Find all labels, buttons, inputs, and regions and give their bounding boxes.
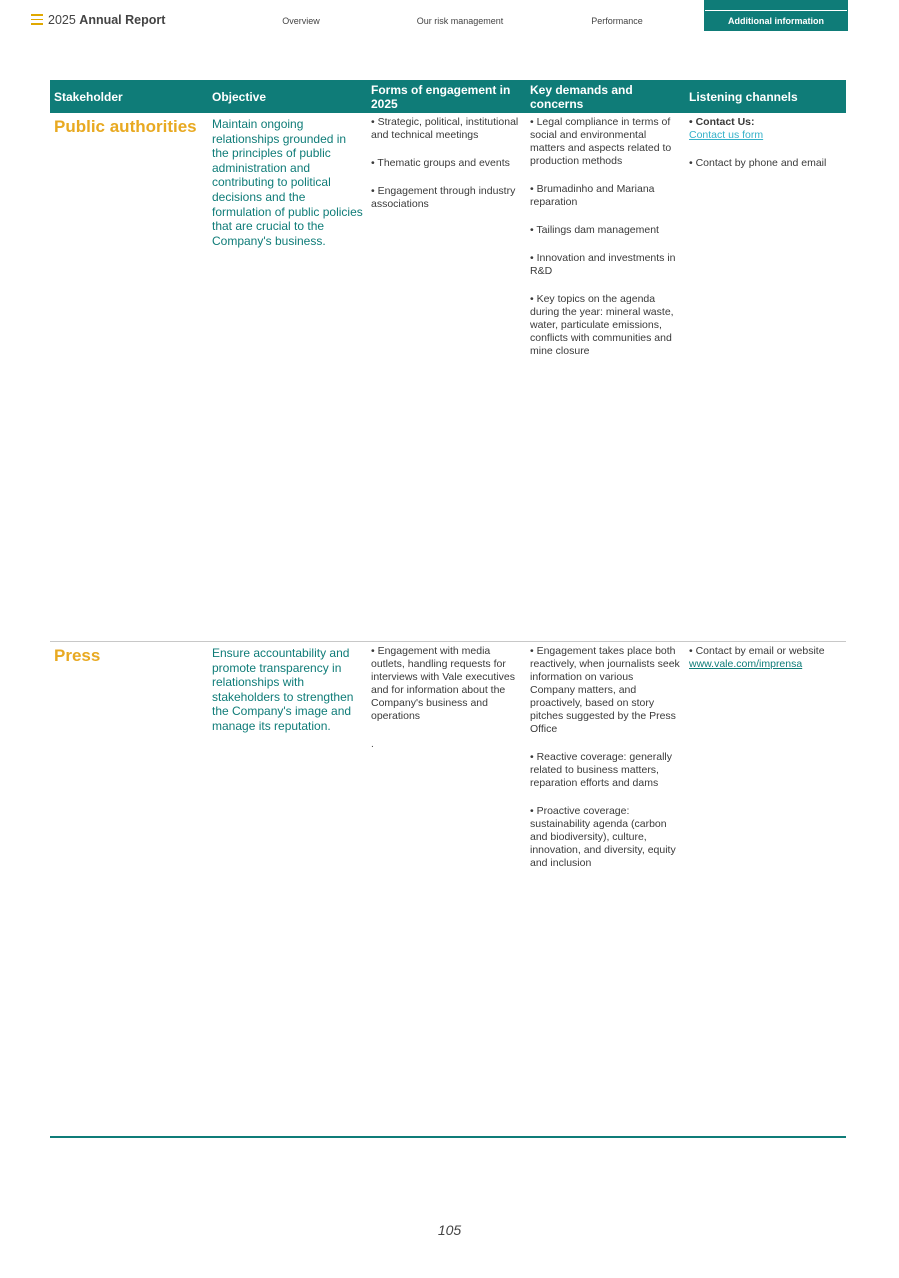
objective-text: Ensure accountability and promote transparency in relationships with stakeholders to strengthen the Company's image and manage its reputation.: [212, 646, 354, 733]
menu-icon[interactable]: [31, 14, 43, 25]
list-item: • Contact by email or website: [689, 645, 825, 657]
table-row: [50, 642, 846, 1138]
stakeholder-name: Public authorities: [54, 117, 197, 136]
nav-risk-management[interactable]: Our risk management: [416, 15, 504, 26]
header-demands: Key demands and concerns: [530, 82, 633, 111]
table-header: [50, 80, 846, 113]
list-item: • Tailings dam management: [530, 224, 659, 236]
list-item: • Innovation and investments in R&D: [530, 252, 676, 277]
list-item: • Proactive coverage: sustainability agenda (carbon and biodiversity), culture, innovation, and diversity, equity and inclusion: [530, 805, 676, 869]
contact-label: • Contact Us:: [689, 116, 755, 128]
list-item: • Contact by phone and email: [689, 157, 827, 169]
header-objective: Objective: [212, 89, 267, 104]
top-navigation: [0, 0, 899, 40]
nav-additional-information[interactable]: Additional information: [704, 0, 848, 31]
stakeholder-table: [50, 80, 846, 1138]
channels-list: [685, 113, 846, 641]
report-title: [48, 13, 165, 27]
engagement-list: [367, 642, 526, 1136]
list-item: • Thematic groups and events: [371, 157, 510, 169]
table-row: [50, 113, 846, 642]
demands-list: [526, 642, 685, 1136]
objective-text: Maintain ongoing relationships grounded in the principles of public administration and contributing to political decisions and the formulation of public policies that are crucial to the Company's business.: [212, 117, 363, 248]
report-year: 2025: [48, 13, 76, 27]
report-name: Annual Report: [79, 13, 166, 27]
list-item: • Key topics on the agenda during the year: mineral waste, water, particulate emissions, conflicts with communities and mine closure: [530, 293, 674, 357]
list-item: • Engagement takes place both reactively, when journalists seek information on various Company matters, and proactively, based on story pitches suggested by the Press Office: [530, 645, 680, 735]
engagement-list: [367, 113, 526, 641]
contact-form-link[interactable]: Contact us form: [689, 129, 764, 141]
press-website-link[interactable]: www.vale.com/imprensa: [689, 658, 803, 670]
stray-dot: .: [371, 739, 374, 750]
list-item: • Engagement through industry associations: [371, 185, 516, 210]
channels-list: [685, 642, 846, 1136]
list-item: • Brumadinho and Mariana reparation: [530, 183, 655, 208]
list-item: • Engagement with media outlets, handling requests for interviews with Vale executives and for information about the Company's business and operations: [371, 645, 515, 722]
header-engagement: Forms of engagement in 2025: [371, 82, 511, 111]
list-item: • Legal compliance in terms of social and environmental matters and aspects related to production methods: [530, 116, 672, 167]
header-stakeholder: Stakeholder: [54, 89, 123, 104]
header-channels: Listening channels: [689, 89, 798, 104]
page-number: 105: [437, 1222, 462, 1238]
demands-list: [526, 113, 685, 641]
stakeholder-name: Press: [54, 646, 101, 665]
nav-overview[interactable]: Overview: [282, 15, 320, 26]
list-item: • Reactive coverage: generally related to business matters, reparation efforts and dams: [530, 751, 673, 789]
nav-performance[interactable]: Performance: [591, 15, 643, 26]
list-item: • Strategic, political, institutional and technical meetings: [371, 116, 519, 141]
